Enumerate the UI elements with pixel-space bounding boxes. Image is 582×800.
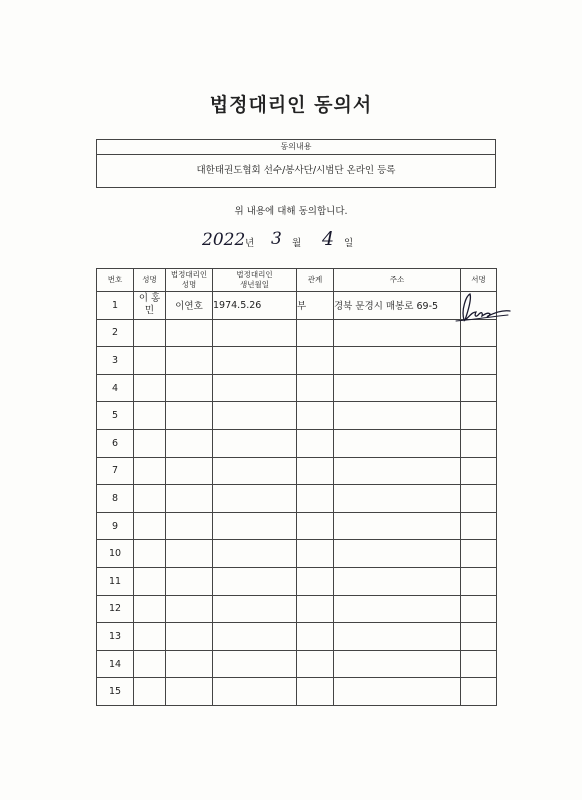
date-month-unit: 월 bbox=[292, 238, 302, 249]
row-number: 13 bbox=[97, 623, 134, 651]
row-relation bbox=[297, 567, 334, 595]
row-guardian-name bbox=[166, 540, 213, 568]
row-address bbox=[334, 347, 461, 375]
header-relation bbox=[297, 269, 334, 292]
row-address bbox=[334, 374, 461, 402]
consent-header: 동의내용 bbox=[97, 140, 495, 155]
row-relation bbox=[297, 374, 334, 402]
table-row bbox=[97, 347, 497, 375]
table-row bbox=[97, 374, 497, 402]
row-guardian-birth bbox=[213, 678, 297, 706]
date-month: 3 bbox=[271, 229, 282, 249]
row-name bbox=[134, 623, 166, 651]
row-number: 12 bbox=[97, 595, 134, 623]
row-relation bbox=[297, 402, 334, 430]
row-address bbox=[334, 540, 461, 568]
signature-mark bbox=[452, 290, 512, 324]
row-guardian-birth bbox=[213, 485, 297, 513]
row-name bbox=[134, 540, 166, 568]
header-no bbox=[97, 269, 134, 292]
row-guardian-birth bbox=[213, 402, 297, 430]
row-address bbox=[334, 402, 461, 430]
row-relation bbox=[297, 595, 334, 623]
consent-box bbox=[96, 139, 496, 188]
row-number: 11 bbox=[97, 567, 134, 595]
row-number: 1 bbox=[97, 292, 134, 320]
row-guardian-birth bbox=[213, 374, 297, 402]
table-row bbox=[97, 429, 497, 457]
signature-stroke bbox=[463, 294, 510, 320]
row-guardian-birth bbox=[213, 347, 297, 375]
row-guardian-name bbox=[166, 567, 213, 595]
agreement-statement: 위 내용에 대해 동의합니다. bbox=[234, 206, 348, 217]
row-signature bbox=[461, 678, 497, 706]
row-number: 15 bbox=[97, 678, 134, 706]
row-address bbox=[334, 650, 461, 678]
row-address bbox=[334, 595, 461, 623]
row-name bbox=[134, 319, 166, 347]
row-guardian-birth bbox=[213, 650, 297, 678]
row-number: 10 bbox=[97, 540, 134, 568]
header-address-label: 주소 bbox=[389, 275, 405, 284]
header-signature bbox=[461, 269, 497, 292]
row-guardian-birth: 1974.5.26 bbox=[213, 292, 297, 320]
consent-content: 대한태권도협회 선수/봉사단/시범단 온라인 등록 bbox=[196, 165, 396, 176]
row-guardian-birth bbox=[213, 429, 297, 457]
header-guardian-name-label: 법정대리인 성명 bbox=[170, 270, 208, 289]
document-title: 법정대리인 동의서 bbox=[209, 94, 373, 116]
row-guardian-name bbox=[166, 650, 213, 678]
date-day-unit: 일 bbox=[344, 238, 354, 249]
row-relation bbox=[297, 485, 334, 513]
row-signature bbox=[461, 623, 497, 651]
row-address bbox=[334, 623, 461, 651]
table-row bbox=[97, 402, 497, 430]
table-row bbox=[97, 319, 497, 347]
table-row bbox=[97, 623, 497, 651]
table-row bbox=[97, 512, 497, 540]
table-row bbox=[97, 567, 497, 595]
table-row bbox=[97, 457, 497, 485]
row-relation bbox=[297, 319, 334, 347]
row-name bbox=[134, 429, 166, 457]
row-number: 8 bbox=[97, 485, 134, 513]
header-guardian-birth bbox=[213, 269, 297, 292]
row-name bbox=[134, 402, 166, 430]
header-signature-label: 서명 bbox=[471, 275, 486, 284]
row-guardian-name bbox=[166, 512, 213, 540]
row-signature bbox=[461, 650, 497, 678]
row-guardian-name bbox=[166, 623, 213, 651]
row-relation bbox=[297, 347, 334, 375]
row-guardian-birth bbox=[213, 567, 297, 595]
header-name bbox=[134, 269, 166, 292]
table-row bbox=[97, 650, 497, 678]
row-signature bbox=[461, 429, 497, 457]
table-row bbox=[97, 595, 497, 623]
row-guardian-name bbox=[166, 485, 213, 513]
row-number: 2 bbox=[97, 319, 134, 347]
row-name bbox=[134, 457, 166, 485]
row-signature bbox=[461, 374, 497, 402]
row-guardian-name bbox=[166, 347, 213, 375]
row-signature bbox=[461, 347, 497, 375]
row-relation bbox=[297, 623, 334, 651]
row-relation: 부 bbox=[297, 292, 334, 320]
row-number: 6 bbox=[97, 429, 134, 457]
row-address bbox=[334, 567, 461, 595]
row-name bbox=[134, 595, 166, 623]
date-year: 2022 bbox=[202, 230, 246, 250]
row-name bbox=[134, 678, 166, 706]
row-guardian-name bbox=[166, 595, 213, 623]
row-name: 이 홍 민 bbox=[134, 292, 166, 320]
row-signature bbox=[461, 540, 497, 568]
row-relation bbox=[297, 650, 334, 678]
row-relation bbox=[297, 512, 334, 540]
row-signature bbox=[461, 567, 497, 595]
row-guardian-birth bbox=[213, 623, 297, 651]
row-name bbox=[134, 374, 166, 402]
row-name bbox=[134, 567, 166, 595]
table-row bbox=[97, 292, 497, 320]
date-year-unit: 년 bbox=[245, 238, 255, 249]
row-signature bbox=[461, 457, 497, 485]
row-number: 7 bbox=[97, 457, 134, 485]
date-line bbox=[200, 228, 400, 252]
row-address: 경북 문경시 매봉로 69-5 bbox=[334, 292, 461, 320]
table-row bbox=[97, 540, 497, 568]
row-signature bbox=[461, 485, 497, 513]
row-signature bbox=[461, 402, 497, 430]
row-guardian-name bbox=[166, 457, 213, 485]
row-name bbox=[134, 650, 166, 678]
row-number: 5 bbox=[97, 402, 134, 430]
row-name bbox=[134, 485, 166, 513]
row-signature bbox=[461, 595, 497, 623]
row-address bbox=[334, 319, 461, 347]
header-name-label: 성명 bbox=[142, 275, 157, 284]
row-guardian-name bbox=[166, 678, 213, 706]
row-address bbox=[334, 429, 461, 457]
date-day: 4 bbox=[322, 228, 335, 250]
row-number: 3 bbox=[97, 347, 134, 375]
guardian-table bbox=[96, 268, 497, 706]
row-guardian-name bbox=[166, 402, 213, 430]
row-guardian-name bbox=[166, 374, 213, 402]
row-address bbox=[334, 457, 461, 485]
table-header-row bbox=[97, 269, 497, 292]
row-guardian-birth bbox=[213, 595, 297, 623]
row-guardian-birth bbox=[213, 540, 297, 568]
row-name bbox=[134, 347, 166, 375]
header-guardian-name bbox=[166, 269, 213, 292]
header-address bbox=[334, 269, 461, 292]
row-guardian-birth bbox=[213, 319, 297, 347]
row-guardian-birth bbox=[213, 512, 297, 540]
row-guardian-name: 이연호 bbox=[166, 292, 213, 320]
table-row bbox=[97, 678, 497, 706]
row-address bbox=[334, 512, 461, 540]
row-guardian-birth bbox=[213, 457, 297, 485]
row-relation bbox=[297, 429, 334, 457]
row-number: 14 bbox=[97, 650, 134, 678]
header-relation-label: 관계 bbox=[307, 275, 323, 284]
row-address bbox=[334, 485, 461, 513]
table-row bbox=[97, 485, 497, 513]
header-no-label: 번호 bbox=[107, 275, 123, 284]
row-guardian-name bbox=[166, 319, 213, 347]
row-relation bbox=[297, 678, 334, 706]
row-number: 4 bbox=[97, 374, 134, 402]
header-guardian-birth-label: 법정대리인 생년월일 bbox=[236, 270, 273, 289]
row-name bbox=[134, 512, 166, 540]
row-signature bbox=[461, 512, 497, 540]
row-guardian-name bbox=[166, 429, 213, 457]
row-relation bbox=[297, 540, 334, 568]
row-number: 9 bbox=[97, 512, 134, 540]
row-relation bbox=[297, 457, 334, 485]
row-address bbox=[334, 678, 461, 706]
